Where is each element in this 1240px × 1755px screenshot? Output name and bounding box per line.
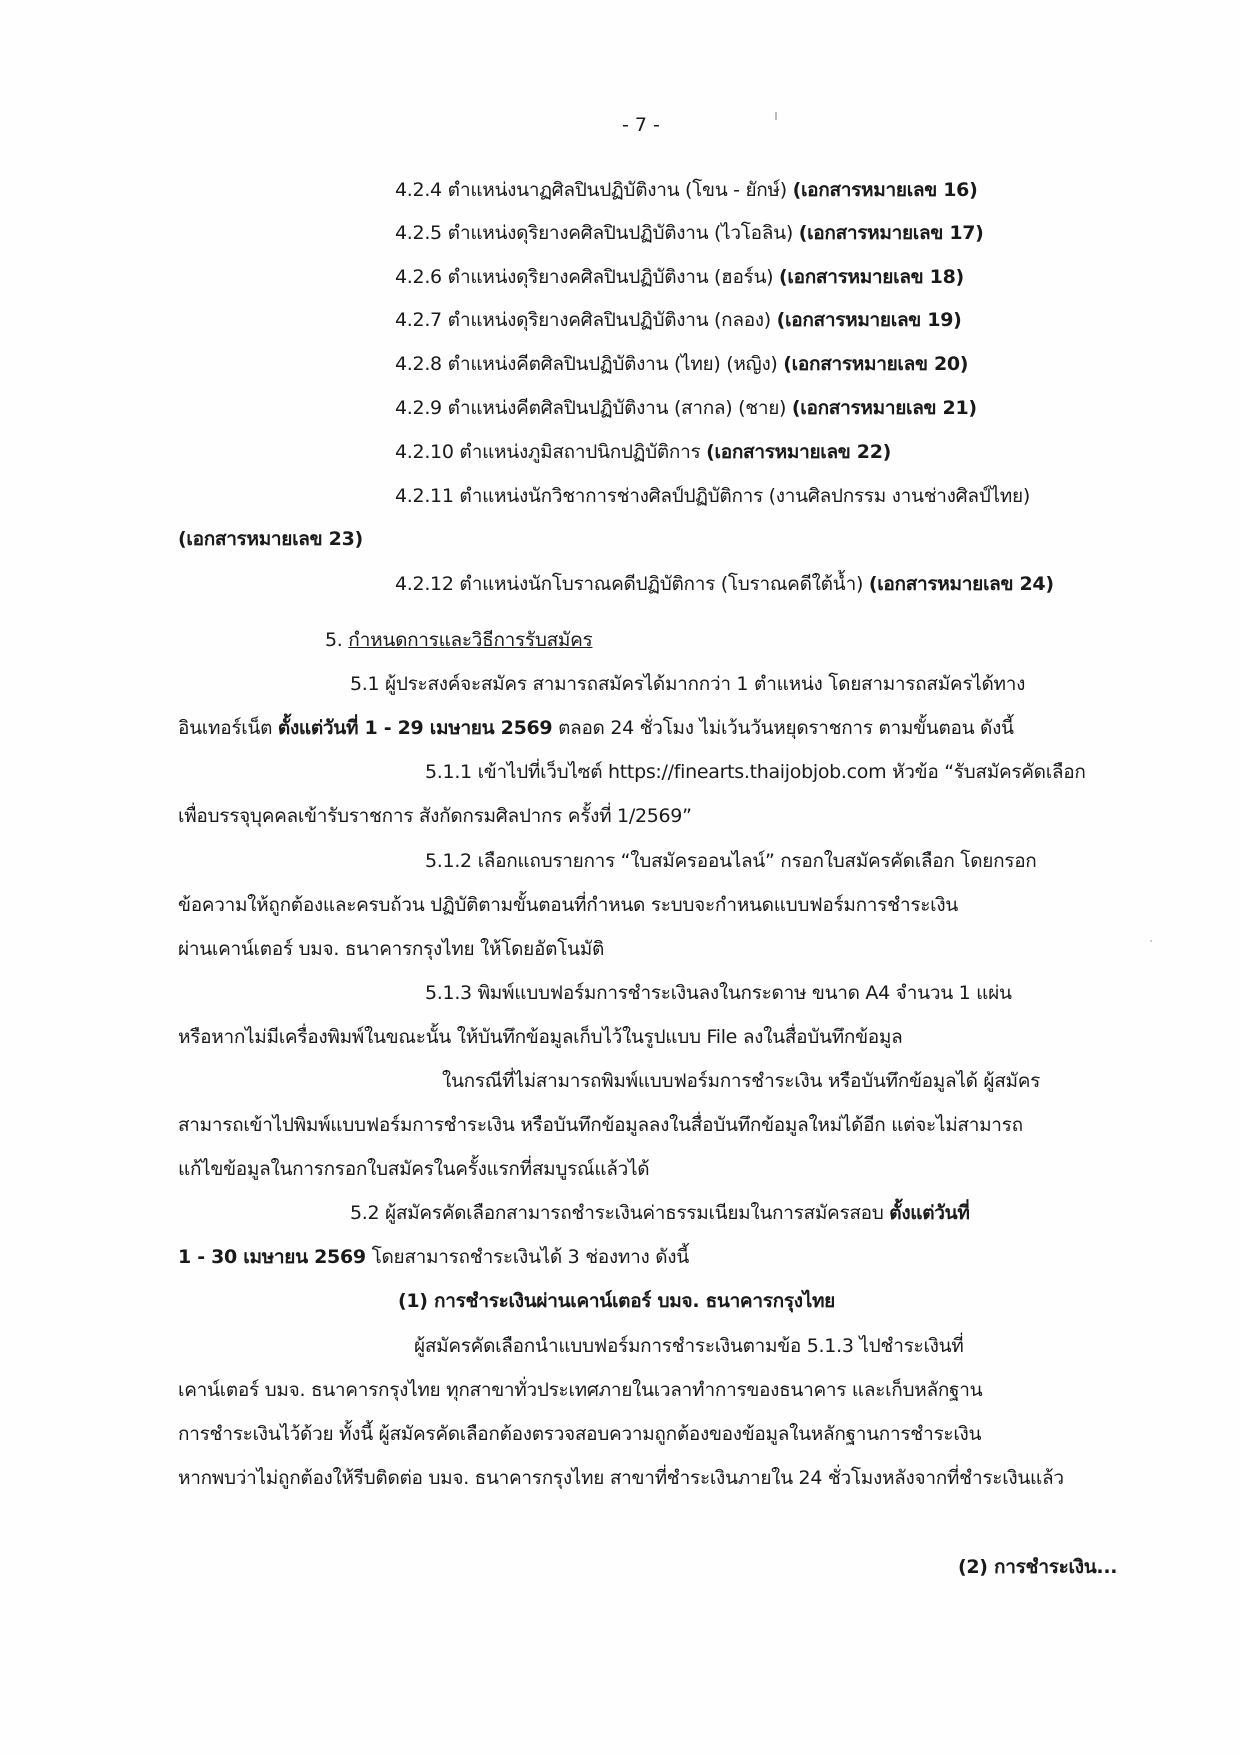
document-number: (เอกสารหมายเลข 24) bbox=[868, 573, 1054, 595]
document-number: (เอกสารหมายเลข 19) bbox=[776, 309, 962, 331]
document-number: (เอกสารหมายเลข 17) bbox=[798, 222, 984, 244]
document-number: (เอกสารหมายเลข 20) bbox=[783, 353, 969, 375]
list-item: 4.2.10 ตำแหน่งภูมิสถาปนิกปฏิบัติการ (เอกสารหมายเลข 22) bbox=[395, 441, 892, 463]
list-item: 4.2.4 ตำแหน่งนาฏศิลปินปฏิบัติงาน (โขน - ยักษ์) (เอกสารหมายเลข 16) bbox=[395, 179, 978, 201]
list-item: 4.2.9 ตำแหน่งคีตศิลปินปฏิบัติงาน (สากล) (ชาย) (เอกสารหมายเลข 21) bbox=[395, 397, 977, 419]
list-item: 4.2.8 ตำแหน่งคีตศิลปินปฏิบัติงาน (ไทย) (หญิง) (เอกสารหมายเลข 20) bbox=[395, 353, 969, 375]
paragraph-line: เคาน์เตอร์ บมจ. ธนาคารกรุงไทย ทุกสาขาทั่วประเทศภายในเวลาทำการของธนาคาร และเก็บหลักฐาน bbox=[178, 1379, 983, 1401]
paragraph-line: 5.1.2 เลือกแถบรายการ “ใบสมัครออนไลน์” กรอกใบสมัครคัดเลือก โดยกรอก bbox=[425, 850, 1037, 872]
list-item: 4.2.7 ตำแหน่งดุริยางคศิลปินปฏิบัติงาน (กลอง) (เอกสารหมายเลข 19) bbox=[395, 309, 962, 331]
list-item: 4.2.11 ตำแหน่งนักวิชาการช่างศิลป์ปฏิบัติการ (งานศิลปกรรม งานช่างศิลป์ไทย) bbox=[395, 485, 1030, 507]
document-number: (เอกสารหมายเลข 23) bbox=[178, 528, 363, 550]
paragraph-line: 1 - 30 เมษายน 2569 โดยสามารถชำระเงินได้ 3 ช่องทาง ดังนี้ bbox=[178, 1246, 689, 1268]
paragraph-line: หากพบว่าไม่ถูกต้องให้รีบติดต่อ บมจ. ธนาคารกรุงไทย สาขาที่ชำระเงินภายใน 24 ชั่วโมงหลังจากที่ชำระเงินแล้ว bbox=[178, 1467, 1064, 1489]
section-title: กำหนดการและวิธีการรับสมัคร bbox=[348, 629, 593, 651]
paragraph-line: หรือหากไม่มีเครื่องพิมพ์ในขณะนั้น ให้บันทึกข้อมูลเก็บไว้ในรูปแบบ File ลงในสื่อบันทึกข้อมูล bbox=[178, 1026, 903, 1048]
paragraph-line: เพื่อบรรจุบุคคลเข้ารับราชการ สังกัดกรมศิลปากร ครั้งที่ 1/2569” bbox=[178, 805, 692, 827]
document-number: (เอกสารหมายเลข 21) bbox=[791, 397, 977, 419]
paragraph-line: แก้ไขข้อมูลในการกรอกใบสมัครในครั้งแรกที่สมบูรณ์แล้วได้ bbox=[178, 1158, 650, 1180]
document-number: (เอกสารหมายเลข 16) bbox=[792, 179, 978, 201]
paragraph-line: 5.2 ผู้สมัครคัดเลือกสามารถชำระเงินค่าธรรมเนียมในการสมัครสอบ ตั้งแต่วันที่ bbox=[350, 1202, 970, 1224]
list-item: 4.2.12 ตำแหน่งนักโบราณคดีปฏิบัติการ (โบราณคดีใต้น้ำ) (เอกสารหมายเลข 24) bbox=[395, 573, 1054, 595]
paragraph-line: ข้อความให้ถูกต้องและครบถ้วน ปฏิบัติตามขั้นตอนที่กำหนด ระบบจะกำหนดแบบฟอร์มการชำระเงิน bbox=[178, 894, 958, 916]
paragraph-line: สามารถเข้าไปพิมพ์แบบฟอร์มการชำระเงิน หรือบันทึกข้อมูลลงในสื่อบันทึกข้อมูลใหม่ได้อีก แต่จะไม่สามารถ bbox=[178, 1114, 1023, 1136]
list-item: 4.2.6 ตำแหน่งดุริยางคศิลปินปฏิบัติงาน (ฮอร์น) (เอกสารหมายเลข 18) bbox=[395, 266, 964, 288]
paragraph-line: อินเทอร์เน็ต ตั้งแต่วันที่ 1 - 29 เมษายน 2569 ตลอด 24 ชั่วโมง ไม่เว้นวันหยุดราชการ ตามขั้นตอน ดังนี้ bbox=[178, 717, 1014, 739]
paragraph-line: 5.1 ผู้ประสงค์จะสมัคร สามารถสมัครได้มากกว่า 1 ตำแหน่ง โดยสามารถสมัครได้ทาง bbox=[350, 673, 1026, 695]
paragraph-line: 5.1.3 พิมพ์แบบฟอร์มการชำระเงินลงในกระดาษ ขนาด A4 จำนวน 1 แผ่น bbox=[425, 982, 1012, 1004]
subsection-title: (1) การชำระเงินผ่านเคาน์เตอร์ บมจ. ธนาคารกรุงไทย bbox=[398, 1290, 836, 1312]
paragraph-line: ในกรณีที่ไม่สามารถพิมพ์แบบฟอร์มการชำระเงิน หรือบันทึกข้อมูลได้ ผู้สมัคร bbox=[442, 1070, 1041, 1092]
paragraph-line: ผู้สมัครคัดเลือกนำแบบฟอร์มการชำระเงินตามข้อ 5.1.3 ไปชำระเงินที่ bbox=[414, 1335, 964, 1357]
date-range: ตั้งแต่วันที่ 1 - 29 เมษายน 2569 bbox=[277, 717, 553, 739]
date-range: 1 - 30 เมษายน 2569 bbox=[178, 1246, 366, 1268]
scan-artifact bbox=[775, 112, 777, 120]
document-number: (เอกสารหมายเลข 18) bbox=[779, 266, 964, 288]
scan-artifact bbox=[1150, 940, 1152, 942]
section-heading: 5. กำหนดการและวิธีการรับสมัคร bbox=[325, 629, 593, 651]
document-number: (เอกสารหมายเลข 22) bbox=[706, 441, 892, 463]
paragraph-line: ผ่านเคาน์เตอร์ บมจ. ธนาคารกรุงไทย ให้โดยอัตโนมัติ bbox=[178, 938, 604, 960]
list-item: 4.2.5 ตำแหน่งดุริยางคศิลปินปฏิบัติงาน (ไวโอลิน) (เอกสารหมายเลข 17) bbox=[395, 222, 984, 244]
paragraph-line: การชำระเงินไว้ด้วย ทั้งนี้ ผู้สมัครคัดเลือกต้องตรวจสอบความถูกต้องของข้อมูลในหลักฐานการชำระเงิน bbox=[178, 1423, 982, 1445]
continuation-marker: (2) การชำระเงิน... bbox=[958, 1556, 1118, 1578]
paragraph-line: 5.1.1 เข้าไปที่เว็บไซต์ https://finearts.thaijobjob.com หัวข้อ “รับสมัครคัดเลือก bbox=[425, 761, 1086, 783]
page-number: - 7 - bbox=[622, 114, 660, 136]
